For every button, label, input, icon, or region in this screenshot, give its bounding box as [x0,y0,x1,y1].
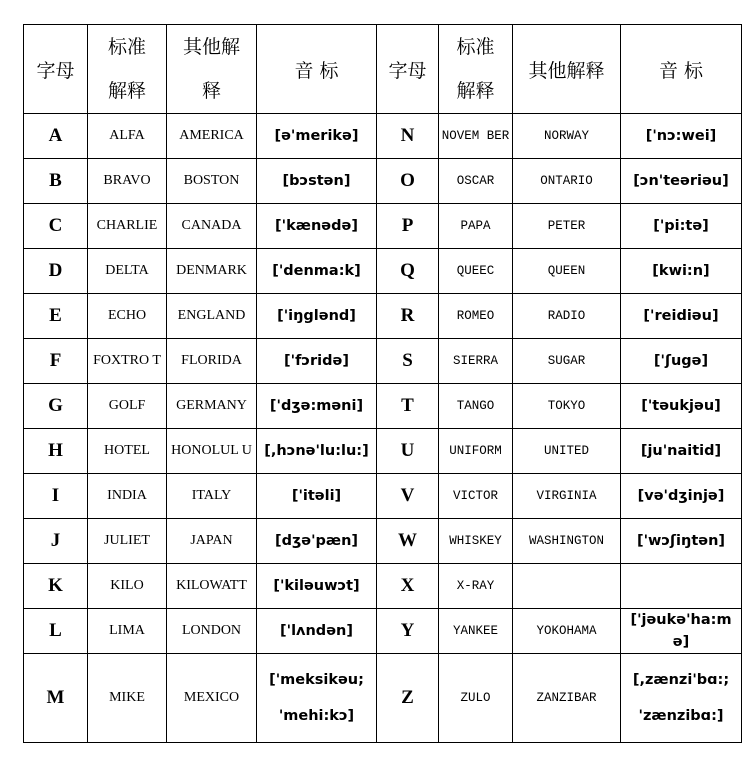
other-word-cell [167,204,257,249]
letter-cell-text: C [48,215,63,236]
letter-cell [24,384,88,429]
letter-cell-text: Z [401,687,414,708]
standard-word-cell [88,474,167,519]
standard-word-cell-text: HOTEL [104,443,150,458]
letter-cell-text: Q [400,260,415,281]
phonetic-line: ['meksikəu; [269,672,364,688]
header-standard: 标准 解释 [88,25,167,114]
letter-cell-text: F [49,350,62,371]
phonetic-cell-text: [və'dʒinjə] [637,488,725,504]
letter-cell [377,519,439,564]
other-word-cell [513,654,621,743]
other-word-cell [513,429,621,474]
standard-word-cell-text: OSCAR [456,174,495,188]
letter-cell [377,294,439,339]
other-word-cell [513,294,621,339]
letter-cell [377,159,439,204]
other-word-cell-text: AMERICA [179,128,244,143]
header-phonetic: 音 标 [257,25,377,114]
phonetic-cell-text: ['itəli] [291,488,342,504]
standard-word-cell [439,114,513,159]
standard-word-cell-text: FOXTRO T [93,353,161,368]
phonetic-cell [621,564,742,609]
other-word-cell [513,159,621,204]
letter-cell-text: D [48,260,63,281]
other-word-cell [167,654,257,743]
table-row [24,249,742,294]
standard-word-cell-text: BRAVO [103,173,151,188]
standard-word-cell [439,294,513,339]
letter-cell [377,654,439,743]
phonetic-cell-text: [kwi:n] [652,263,710,279]
letter-cell-text: X [400,575,415,596]
letter-cell [377,249,439,294]
phonetic-cell-text: ['jəukə'ha:mə] [630,612,732,650]
other-word-cell-text: BOSTON [183,173,240,188]
phonetic-cell [621,114,742,159]
phonetic-alphabet-table [23,24,742,743]
standard-word-cell [439,159,513,204]
phonetic-cell-text: [dʒə'pæn] [274,533,359,549]
phonetic-cell-text: ['iŋglənd] [277,308,356,324]
other-word-cell-text: WASHINGTON [528,534,604,548]
letter-cell [24,249,88,294]
table-row [24,114,742,159]
standard-word-cell-text: YANKEE [452,624,498,638]
letter-cell [24,609,88,654]
other-word-cell [513,609,621,654]
letter-cell-text: H [48,440,63,461]
letter-cell [377,384,439,429]
other-word-cell [167,294,257,339]
other-word-cell [167,519,257,564]
letter-cell [24,339,88,384]
standard-word-cell-text: TANGO [456,399,495,413]
standard-word-cell-text: ALFA [109,128,145,143]
phonetic-cell-text: ['fɔridə] [284,353,349,369]
letter-cell-text: S [402,350,413,371]
phonetic-cell [257,519,377,564]
standard-word-cell [88,249,167,294]
other-word-cell [167,384,257,429]
phonetic-cell-text: [bɔstən] [282,173,351,189]
phonetic-cell [621,474,742,519]
standard-word-cell-text: PAPA [460,219,491,233]
phonetic-cell [257,429,377,474]
standard-word-cell [439,654,513,743]
phonetic-cell-text: ['lʌndən] [280,623,353,639]
phonetic-cell-text: [ɔn'teəriəu] [633,173,729,189]
header-letter: 字母 [24,25,88,114]
other-word-cell-text: MEXICO [183,690,240,705]
phonetic-cell-text: ['dʒə:məni] [269,398,364,414]
standard-word-cell-text: SIERRA [452,354,498,368]
table-row [24,609,742,654]
standard-word-cell [439,204,513,249]
standard-word-cell [439,339,513,384]
phonetic-cell [257,609,377,654]
letter-cell-text: Y [400,620,415,641]
phonetic-cell [621,429,742,474]
other-word-cell-text: HONOLUL U [171,443,252,458]
phonetic-cell-text: ['ʃugə] [653,353,709,369]
letter-cell-text: G [48,395,63,416]
phonetic-line: [,zænzi'bɑ:; [632,672,730,688]
letter-cell [377,339,439,384]
letter-cell [24,114,88,159]
other-word-cell [513,519,621,564]
letter-cell-text: E [49,305,62,326]
table-row [24,519,742,564]
standard-word-cell [439,384,513,429]
other-word-cell-text: FLORIDA [181,353,242,368]
standard-word-cell-text: MIKE [109,690,145,705]
other-word-cell [513,249,621,294]
other-word-cell-text: QUEEN [547,264,586,278]
other-word-cell [167,609,257,654]
other-word-cell-text: ZANZIBAR [536,691,597,705]
standard-word-cell [439,564,513,609]
standard-word-cell [439,249,513,294]
other-word-cell [513,384,621,429]
letter-cell [377,564,439,609]
phonetic-cell [257,339,377,384]
phonetic-line: 'mehi:kɔ] [278,708,355,724]
phonetic-cell [621,519,742,564]
other-word-cell-text: LONDON [181,623,242,638]
table-row [24,654,742,743]
phonetic-cell [621,159,742,204]
other-word-cell [167,564,257,609]
letter-cell [377,114,439,159]
phonetic-cell [621,294,742,339]
standard-word-cell [439,609,513,654]
other-word-cell-text: GERMANY [176,398,247,413]
table-row [24,159,742,204]
letter-cell-text: V [400,485,415,506]
standard-word-cell-text: UNIFORM [449,444,502,458]
standard-word-cell [88,204,167,249]
letter-cell-text: N [400,125,415,146]
header-standard-2: 标准 解释 [439,25,513,114]
other-word-cell-text: VIRGINIA [536,489,597,503]
other-word-cell-text: ENGLAND [177,308,246,323]
standard-word-cell [439,429,513,474]
phonetic-cell-text: [ə'merikə] [274,128,359,144]
phonetic-cell-text: ['nɔ:wei] [645,128,717,144]
letter-cell [24,564,88,609]
other-word-cell [167,429,257,474]
table-row [24,204,742,249]
letter-cell [24,204,88,249]
phonetic-cell [621,654,742,743]
letter-cell-text: A [48,125,63,146]
phonetic-cell [257,249,377,294]
standard-word-cell [439,519,513,564]
standard-word-cell-text: DELTA [105,263,149,278]
other-word-cell-text: KILOWATT [176,578,247,593]
phonetic-cell [621,384,742,429]
letter-cell [24,294,88,339]
table-row [24,384,742,429]
other-word-cell [167,114,257,159]
standard-word-cell-text: CHARLIE [96,218,158,233]
other-word-cell [167,339,257,384]
phonetic-cell [621,339,742,384]
standard-word-cell-text: ROMEO [456,309,495,323]
phonetic-cell [257,564,377,609]
table-row [24,564,742,609]
standard-word-cell [439,474,513,519]
phonetic-cell [621,609,742,654]
letter-cell-text: M [46,687,65,708]
header-letter-2: 字母 [377,25,439,114]
phonetic-cell [257,474,377,519]
standard-word-cell-text: JULIET [104,533,150,548]
table-row [24,294,742,339]
other-word-cell [167,159,257,204]
standard-word-cell-text: LIMA [109,623,145,638]
letter-cell-text: L [49,620,62,641]
phonetic-cell-text: [,hɔnə'lu:lu:] [264,443,369,459]
letter-cell [24,474,88,519]
standard-word-cell-text: ECHO [107,308,147,323]
standard-word-cell-text: NOVEM BER [441,129,510,143]
standard-word-cell-text: KILO [110,578,144,593]
letter-cell-text: T [401,395,414,416]
header-other-2: 其他解释 [513,25,621,114]
header-other: 其他解 释 [167,25,257,114]
other-word-cell-text: PETER [547,219,586,233]
letter-cell [24,429,88,474]
phonetic-cell-text: ['wɔʃiŋtən] [636,533,726,549]
standard-word-cell [88,159,167,204]
letter-cell-text: R [400,305,415,326]
other-word-cell [513,564,621,609]
letter-cell [24,654,88,743]
phonetic-cell [257,204,377,249]
letter-cell [377,204,439,249]
standard-word-cell-text: ZULO [460,691,491,705]
other-word-cell-text: UNITED [543,444,589,458]
standard-word-cell [88,429,167,474]
other-word-cell [513,339,621,384]
phonetic-cell-text: ['təukjəu] [641,398,721,414]
phonetic-cell [257,159,377,204]
standard-word-cell-text: GOLF [108,398,146,413]
other-word-cell-text: JAPAN [190,533,233,548]
letter-cell-text: B [49,170,62,191]
header-phonetic-2: 音 标 [621,25,742,114]
phonetic-cell [621,249,742,294]
letter-cell-text: O [400,170,415,191]
phonetic-cell-text: ['denma:k] [272,263,361,279]
phonetic-cell [257,294,377,339]
table-row [24,429,742,474]
phonetic-cell-text: [ju'naitid] [640,443,722,459]
phonetic-line: 'zænzibɑ:] [638,708,724,724]
standard-word-cell [88,339,167,384]
table-row [24,339,742,384]
standard-word-cell [88,519,167,564]
standard-word-cell [88,564,167,609]
other-word-cell-text: YOKOHAMA [536,624,597,638]
other-word-cell [167,249,257,294]
phonetic-cell [257,114,377,159]
other-word-cell [513,474,621,519]
other-word-cell-text: ITALY [191,488,232,503]
letter-cell-text: W [398,530,417,551]
other-word-cell-text: TOKYO [547,399,586,413]
phonetic-cell [257,654,377,743]
other-word-cell-text: DENMARK [176,263,247,278]
standard-word-cell [88,654,167,743]
standard-word-cell [88,294,167,339]
other-word-cell-text: ONTARIO [540,174,593,188]
other-word-cell-text: NORWAY [543,129,589,143]
standard-word-cell-text: VICTOR [452,489,498,503]
phonetic-cell-text: ['kænədə] [275,218,358,234]
letter-cell-text: P [401,215,414,236]
letter-cell-text: K [48,575,63,596]
other-word-cell [513,204,621,249]
standard-word-cell [88,609,167,654]
phonetic-cell-text: ['kiləuwɔt] [273,578,360,594]
standard-word-cell-text: QUEEC [456,264,495,278]
header-row [24,25,742,114]
letter-cell [377,474,439,519]
letter-cell [24,519,88,564]
phonetic-cell [621,204,742,249]
letter-cell [24,159,88,204]
other-word-cell-text: RADIO [547,309,586,323]
letter-cell-text: U [400,440,415,461]
standard-word-cell-text: WHISKEY [449,534,502,548]
other-word-cell [513,114,621,159]
other-word-cell-text: SUGAR [547,354,586,368]
phonetic-cell-text: ['reidiəu] [643,308,719,324]
phonetic-cell [257,384,377,429]
table-row [24,474,742,519]
letter-cell [377,609,439,654]
phonetic-cell-text: ['pi:tə] [653,218,709,234]
standard-word-cell-text: INDIA [107,488,147,503]
letter-cell [377,429,439,474]
standard-word-cell [88,114,167,159]
standard-word-cell-text: X-RAY [456,579,495,593]
other-word-cell-text: CANADA [181,218,242,233]
letter-cell-text: I [51,485,60,506]
other-word-cell [167,474,257,519]
letter-cell-text: J [50,530,61,551]
standard-word-cell [88,384,167,429]
